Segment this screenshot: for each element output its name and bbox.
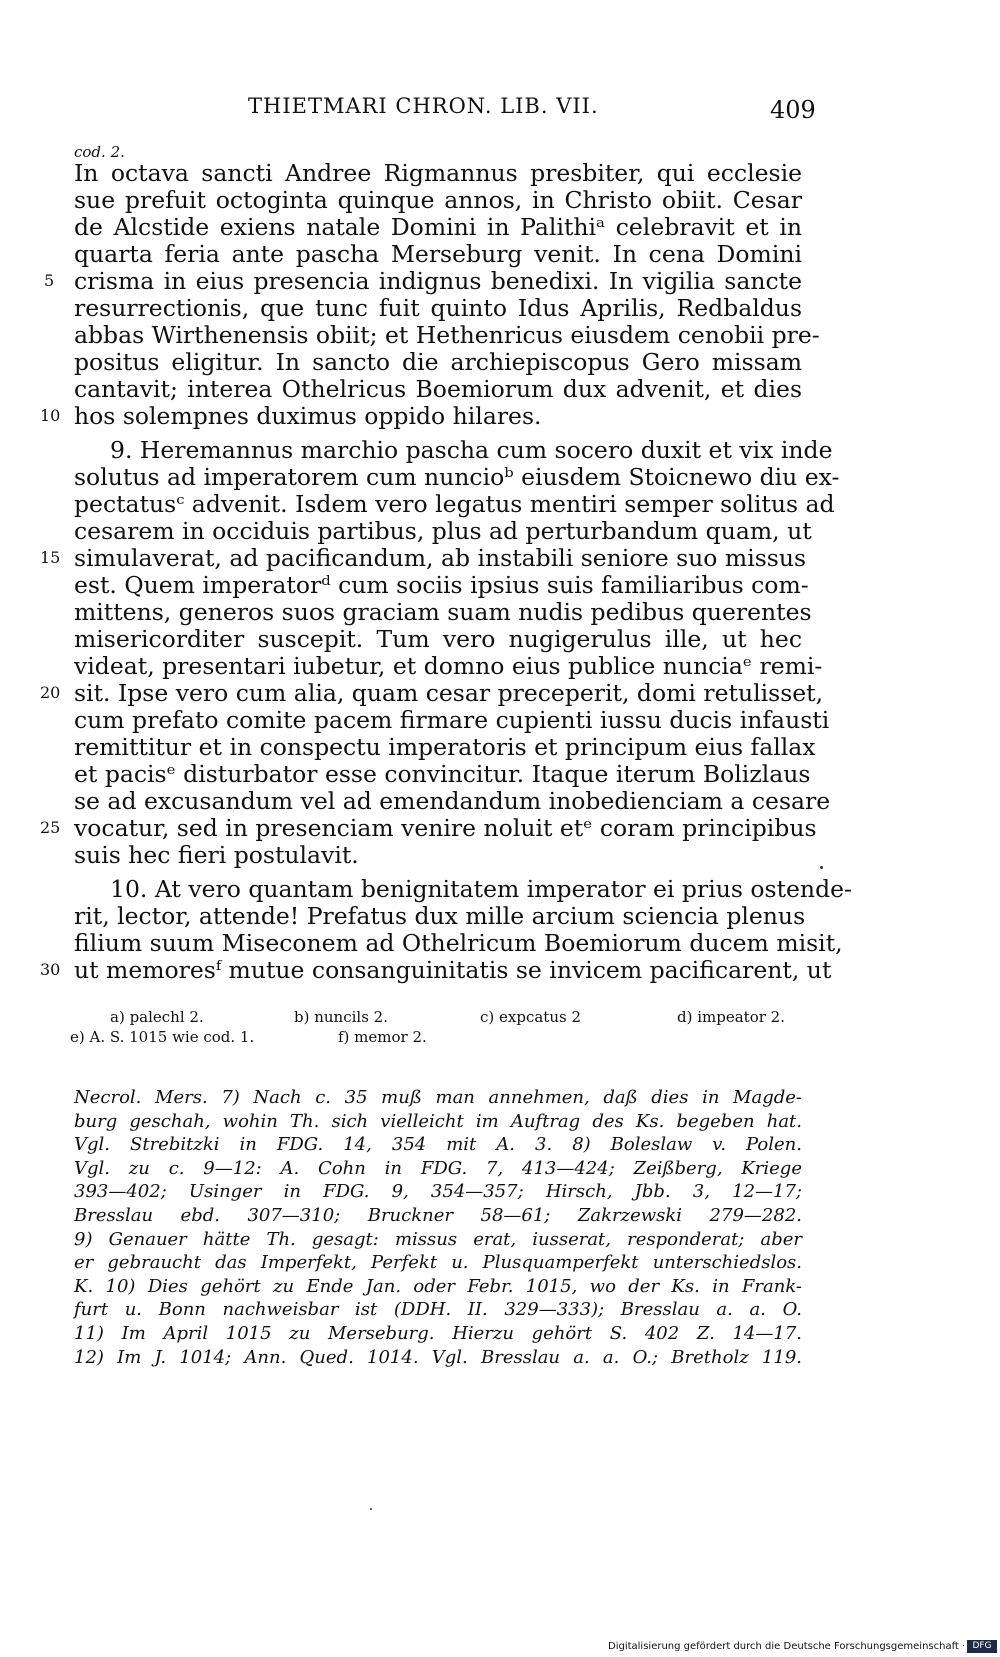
text-line: et pacisᵉ disturbator esse convincitur. Itaque iterum Bolizlaus [74, 760, 811, 788]
note-e: e) A. S. 1015 wie cod. 1. [70, 1028, 255, 1046]
text-line: de Alcstide exiens natale Domini in Palithiᵃ celebravit et in [74, 213, 802, 241]
line-number: 10 [40, 406, 61, 425]
note-c: c) expcatus 2 [480, 1008, 582, 1026]
commentary-line: 12) Im J. 1014; Ann. Qued. 1014. Vgl. Bresslau a. a. O.; Bretholz 119. [74, 1346, 802, 1368]
line-number: 20 [40, 683, 61, 702]
commentary-line: K. 10) Dies gehört zu Ende Jan. oder Febr. 1015, wo der Ks. in Frank- [74, 1275, 802, 1297]
text-line: cum prefato comite pacem firmare cupienti iussu ducis infausti [74, 706, 830, 734]
dfg-logo: DFG [967, 1640, 997, 1653]
text-line: simulaverat, ad pacificandum, ab instabili seniore suo missus [74, 544, 807, 572]
commentary-line: burg geschah, wohin Th. sich vielleicht im Auftrag des Ks. begeben hat. [74, 1110, 802, 1132]
text-line: filium suum Miseconem ad Othelricum Boemiorum ducem misit, [74, 929, 843, 957]
text-line: resurrectionis, que tunc fuit quinto Idus Aprilis, Redbaldus [74, 294, 802, 322]
text-line: cantavit; interea Othelricus Boemiorum dux advenit, et dies [74, 375, 802, 403]
text-line: abbas Wirthenensis obiit; et Hethenricus eiusdem cenobii pre- [74, 321, 820, 349]
text-line: se ad excusandum vel ad emendandum inobedienciam a cesare [74, 787, 831, 815]
text-line: est. Quem imperatorᵈ cum sociis ipsius suis familiaribus com- [74, 571, 809, 599]
commentary-line: 393—402; Usinger in FDG. 9, 354—357; Hirsch, Jbb. 3, 12—17; [74, 1181, 802, 1203]
commentary-line: furt u. Bonn nachweisbar ist (DDH. II. 329—333); Bresslau a. a. O. [74, 1299, 802, 1321]
text-line: vocatur, sed in presenciam venire noluit etᵉ coram principibus [74, 814, 817, 842]
text-line: suis hec fieri postulavit. [74, 841, 359, 869]
commentary-line: Bresslau ebd. 307—310; Bruckner 58—61; Zakrzewski 279—282. [74, 1204, 802, 1226]
text-line: misericorditer suscepit. Tum vero nugigerulus ille, ut hec [74, 625, 802, 653]
text-line: In octava sancti Andree Rigmannus presbiter, qui ecclesie [74, 159, 802, 187]
text-line: positus eligitur. In sancto die archiepiscopus Gero missam [74, 348, 802, 376]
text-line: videat, presentari iubetur, et domno eius publice nunciaᵉ remi- [74, 652, 823, 680]
commentary-line: er gebraucht das Imperfekt, Perfekt u. Plusquamperfekt unterschiedslos. [74, 1252, 802, 1274]
commentary-line: 9) Genauer hätte Th. gesagt: missus erat, iusserat, responderat; aber [74, 1228, 802, 1250]
line-number: 30 [40, 960, 61, 979]
note-f: f) memor 2. [338, 1028, 427, 1046]
text-line: solutus ad imperatorem cum nuncioᵇ eiusdem Stoicnewo diu ex- [74, 463, 840, 491]
section-10-start: 10. At vero quantam benignitatem imperator ei prius ostende- [110, 875, 852, 903]
commentary-notes [74, 1086, 802, 1369]
commentary-line: Necrol. Mers. 7) Nach c. 35 muß man annehmen, daß dies in Magde- [74, 1087, 802, 1108]
text-line: sit. Ipse vero cum alia, quam cesar preceperit, domi retulisset, [74, 679, 824, 707]
text-line: mittens, generos suos graciam suam nudis pedibus querentes [74, 598, 812, 626]
text-line: remittitur et in conspectu imperatoris et principum eius fallax [74, 733, 816, 761]
text-line: cesarem in occiduis partibus, plus ad perturbandum quam, ut [74, 517, 812, 545]
text-line: crisma in eius presencia indignus benedixi. In vigilia sancte [74, 267, 802, 295]
section-9-start: 9. Heremannus marchio pascha cum socero duxit et vix inde [110, 436, 833, 464]
codex-note: cod. 2. [74, 143, 125, 161]
line-number: 15 [40, 548, 61, 567]
text-line: hos solempnes duximus oppido hilares. [74, 402, 542, 430]
text-line: quarta feria ante pascha Merseburg venit. In cena Domini [74, 240, 802, 268]
text-line: sue prefuit octoginta quinque annos, in Christo obiit. Cesar [74, 186, 802, 214]
text-line: rit, lector, attende! Prefatus dux mille arcium sciencia plenus [74, 902, 806, 930]
commentary-line: Vgl. zu c. 9—12: A. Cohn in FDG. 7, 413—424; Zeißberg, Kriege [74, 1157, 802, 1179]
text-line: ut memoresᶠ mutue consanguinitatis se invicem pacificarent, ut [74, 956, 832, 984]
digitization-credit: Digitalisierung gefördert durch die Deutsche Forschungsgemeinschaft · [608, 1641, 966, 1652]
running-head: THIETMARI CHRON. LIB. VII. [248, 94, 599, 118]
text-line: pectatusᶜ advenit. Isdem vero legatus mentiri semper solitus ad [74, 490, 835, 518]
commentary-line: Vgl. Strebitzki in FDG. 14, 354 mit A. 3. 8) Boleslaw v. Polen. [74, 1134, 802, 1156]
line-number: 5 [44, 271, 55, 290]
note-b: b) nuncils 2. [294, 1008, 388, 1026]
commentary-line: 11) Im April 1015 zu Merseburg. Hierzu gehört S. 402 Z. 14—17. [74, 1322, 802, 1344]
note-a: a) palechl 2. [110, 1008, 204, 1026]
line-number: 25 [40, 818, 61, 837]
page-number: 409 [770, 96, 816, 124]
speck [370, 1508, 372, 1510]
speck [820, 866, 823, 869]
note-d: d) impeator 2. [677, 1008, 785, 1026]
